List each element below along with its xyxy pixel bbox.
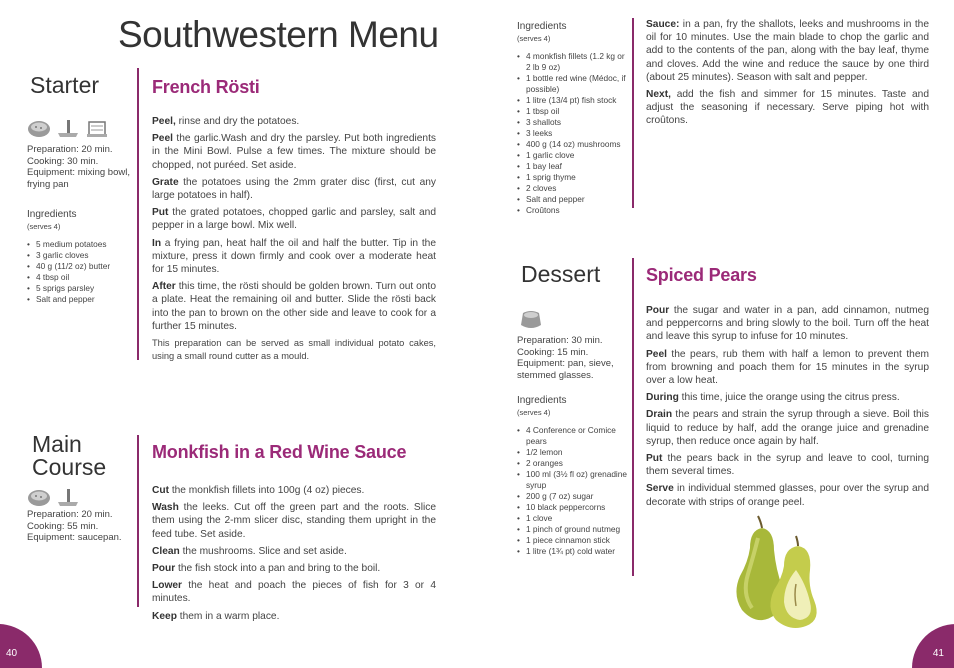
recipe-title: Monkfish in a Red Wine Sauce: [152, 442, 407, 462]
step-text: a frying pan, heat half the oil and half the butter. Tip in the mixture, press it down firmly and cook over a moderate heat for 15 minutes.: [152, 237, 436, 276]
step-text: the pears, rub them with half a lemon to prevent them from browning and poach them for 15 minutes in the syrup over a low heat.: [646, 348, 929, 387]
step-text: this time, juice the orange using the citrus press.: [678, 392, 900, 404]
step-text: them in a warm place.: [176, 610, 280, 622]
step-text: in individual stemmed glasses, pour over the syrup and decorate with strips of orange peel.: [646, 483, 929, 508]
step-text: the grated potatoes, chopped garlic and parsley, salt and pepper in a large bowl. Mix well.: [152, 207, 436, 232]
step-verb: Sauce:: [646, 19, 680, 30]
step-text: the pears back in the syrup and leave to cool, turning them several times.: [646, 453, 929, 478]
ingredient-item: • 3 leeks: [517, 128, 629, 139]
step-verb: Put: [152, 207, 169, 219]
ingredient-item: • 4 Conference or Comice pears: [517, 425, 632, 447]
recipe-step: [152, 115, 436, 128]
step-verb: Serve: [646, 483, 674, 495]
ingredient-item: • 3 shallots: [517, 117, 629, 128]
slicer-blade-icon: [56, 120, 80, 138]
ingredient-item: • Salt and pepper: [517, 194, 629, 205]
recipe-step: [646, 482, 929, 508]
ingredients-heading: Ingredients: [517, 395, 567, 406]
ingredient-item: • 100 ml (3½ fl oz) grenadine syrup: [517, 469, 632, 491]
step-verb: Peel: [152, 133, 173, 145]
starter-section-heading: Starter: [30, 72, 100, 98]
divider: [632, 18, 634, 208]
mixing-bowl-icon: [27, 489, 51, 507]
serves: (serves 4): [517, 408, 551, 417]
dessert-meta: [517, 335, 629, 381]
recipe-step: [646, 348, 929, 388]
recipe-step: [152, 501, 436, 541]
cook-time: Cooking: 15 min.: [517, 346, 589, 358]
ingredient-item: • 1/2 lemon: [517, 447, 632, 458]
recipe-step: [646, 452, 929, 478]
ingredient-item: • 10 black peppercorns: [517, 502, 632, 513]
step-verb: Peel: [646, 348, 667, 360]
recipe-steps-continued: [646, 18, 929, 132]
step-text: rinse and dry the potatoes.: [175, 116, 300, 127]
mixing-bowl-icon: [27, 120, 51, 138]
prep-time: Preparation: 20 min.: [27, 509, 113, 520]
ingredient-item: • 1 sprig thyme: [517, 172, 629, 183]
step-verb: Put: [646, 453, 663, 465]
ingredients-list: [517, 425, 632, 557]
equipment: Equipment: pan, sieve, stemmed glasses.: [517, 358, 614, 381]
step-verb: Cut: [152, 485, 169, 496]
step-text: the mushrooms. Slice and set aside.: [179, 545, 347, 557]
grater-disc-icon: [85, 120, 109, 138]
step-verb: Next,: [646, 89, 671, 101]
divider: [137, 435, 139, 607]
pears-illustration: [728, 514, 838, 632]
ingredient-item: • 5 medium potatoes: [27, 239, 135, 250]
ingredient-item: • 3 garlic cloves: [27, 250, 135, 261]
step-text: the monkfish fillets into 100g (4 oz) pieces.: [168, 485, 365, 496]
main-ingredients: [517, 21, 629, 216]
recipe-step: [152, 132, 436, 172]
recipe-step: [152, 280, 436, 333]
step-text: this time, the rösti should be golden brown. Turn out onto a plate. Heat the remaining oil and butter. Slide the rösti back into the pan to brown on the other side and leave to cook for a further 15 minutes.: [152, 281, 436, 332]
step-text: add the fish and simmer for 15 minutes. Taste and adjust the seasoning if necessary. Serve piping hot with croûtons.: [646, 89, 929, 127]
recipe-step: [646, 408, 929, 448]
step-text: the heat and poach the pieces of fish for 3 or 4 minutes.: [152, 580, 436, 605]
dessert-equipment-icons: [519, 311, 543, 331]
serves: (serves 4): [27, 222, 61, 231]
ingredient-item: • 1 tbsp oil: [517, 106, 629, 117]
recipe-step: [646, 88, 929, 128]
step-verb: Pour: [152, 563, 176, 575]
step-text: the leeks. Cut off the green part and the roots. Slice them using the 2-mm slicer disc, standing them upright in the feed tube. Set aside.: [152, 502, 436, 540]
ingredient-item: • 200 g (7 oz) sugar: [517, 491, 632, 502]
ingredient-item: • 40 g (11/2 oz) butter: [27, 261, 135, 272]
ingredient-item: • Croûtons: [517, 205, 629, 216]
ingredient-item: • Salt and pepper: [27, 294, 135, 305]
ingredient-item: • 1 litre (13/4 pt) fish stock: [517, 95, 629, 106]
ingredient-item: • 1 bottle red wine (Médoc, if possible): [517, 73, 629, 95]
ingredient-item: • 2 cloves: [517, 183, 629, 194]
recipe-title: Spiced Pears: [646, 265, 757, 285]
ingredient-item: • 1 clove: [517, 513, 632, 524]
ingredient-item: • 5 sprigs parsley: [27, 283, 135, 294]
cook-time: Cooking: 30 min.: [27, 155, 99, 167]
step-text: the fish stock into a pan and bring to the boil.: [175, 563, 381, 575]
step-verb: Drain: [646, 409, 673, 421]
ingredient-item: • 1 pinch of ground nutmeg: [517, 524, 632, 535]
step-verb: Clean: [152, 545, 180, 557]
serving-note: This preparation can be served as small individual potato cakes, using a small round cutter as a mould.: [152, 338, 436, 362]
recipe-step: [152, 545, 436, 558]
step-verb: Wash: [152, 502, 179, 514]
cook-time: Cooking: 55 min.: [27, 520, 99, 532]
step-verb: Grate: [152, 176, 179, 188]
step-text: the pears and strain the syrup through a sieve. Boil this liquid to reduce by half, add the orange juice and grenadine syrup, then reduce once again by half.: [646, 409, 929, 447]
ingredients-heading: Ingredients: [517, 21, 567, 32]
page-number-right: 41: [912, 624, 954, 668]
starter-meta: [27, 144, 132, 190]
recipe-step: [152, 579, 436, 605]
divider: [137, 68, 139, 360]
serves: (serves 4): [517, 34, 551, 43]
dessert-section-heading: Dessert: [521, 261, 601, 287]
step-verb: Pour: [646, 305, 670, 316]
starter-equipment-icons: [27, 118, 109, 138]
dessert-ingredients: [517, 395, 632, 557]
recipe-step: [646, 391, 929, 404]
page-title: Southwestern Menu: [118, 14, 439, 55]
step-verb: Peel,: [152, 116, 176, 127]
step-text: the sugar and water in a pan, add cinnamon, nutmeg and peppercorns and bring slowly to the boil. Turn off the heat and leave this syrup to infuse for 10 minutes.: [646, 305, 929, 343]
step-text: in a pan, fry the shallots, leeks and mushrooms in the oil for 10 minutes. Use the main blade to chop the garlic and add to the contents of the pan, along with the bay leaf, thyme and cloves. Add the wine and reduce the sauce by one third (about 25 minutes). Season with salt and pepper.: [646, 19, 929, 83]
slicer-blade-icon: [56, 489, 80, 507]
divider: [632, 258, 634, 576]
main-meta: [27, 509, 137, 544]
ingredient-item: • 1 litre (1¾ pt) cold water: [517, 546, 632, 557]
step-verb: Keep: [152, 610, 177, 622]
page-number-left: 40: [0, 624, 42, 668]
recipe-step: [152, 610, 436, 623]
prep-time: Preparation: 30 min.: [517, 335, 603, 346]
recipe-step: [152, 562, 436, 575]
ingredients-list: [27, 239, 135, 305]
equipment: Equipment: saucepan.: [27, 532, 122, 543]
ingredient-item: • 1 piece cinnamon stick: [517, 535, 632, 546]
step-verb: During: [646, 392, 679, 404]
recipe-steps: [646, 304, 929, 513]
recipe-steps: [152, 115, 436, 367]
starter-ingredients: [27, 209, 135, 305]
ingredients-heading: Ingredients: [27, 209, 77, 220]
recipe-step: [646, 304, 929, 344]
recipe-steps: [152, 484, 436, 627]
step-verb: After: [152, 281, 176, 293]
recipe-step: [152, 484, 436, 497]
equipment: Equipment: mixing bowl, frying pan: [27, 167, 130, 190]
step-text: the garlic.Wash and dry the parsley. Put both ingredients in the Mini Bowl. Pulse a few times. The mixture should be chopped, not puréed. Set aside.: [152, 133, 436, 171]
ingredients-list: [517, 51, 629, 216]
ingredient-item: • 4 tbsp oil: [27, 272, 135, 283]
ingredient-item: • 1 garlic clove: [517, 150, 629, 161]
recipe-title: French Rösti: [152, 77, 260, 97]
step-verb: In: [152, 237, 162, 249]
mixing-bowl-icon: [519, 309, 543, 331]
recipe-step: [152, 206, 436, 232]
main-equipment-icons: [27, 487, 80, 507]
recipe-step: [152, 176, 436, 202]
ingredient-item: • 4 monkfish fillets (1.2 kg or 2 lb 9 oz): [517, 51, 629, 73]
step-text: the potatoes using the 2mm grater disc (first, cut any large potatoes in half).: [152, 176, 436, 202]
recipe-step: [152, 237, 436, 277]
prep-time: Preparation: 20 min.: [27, 144, 113, 155]
ingredient-item: • 2 oranges: [517, 458, 632, 469]
main-section-heading: Main Course: [32, 431, 107, 480]
ingredient-item: • 1 bay leaf: [517, 161, 629, 172]
ingredient-item: • 400 g (14 oz) mushrooms: [517, 139, 629, 150]
step-verb: Lower: [152, 580, 183, 592]
recipe-step: [646, 18, 929, 84]
